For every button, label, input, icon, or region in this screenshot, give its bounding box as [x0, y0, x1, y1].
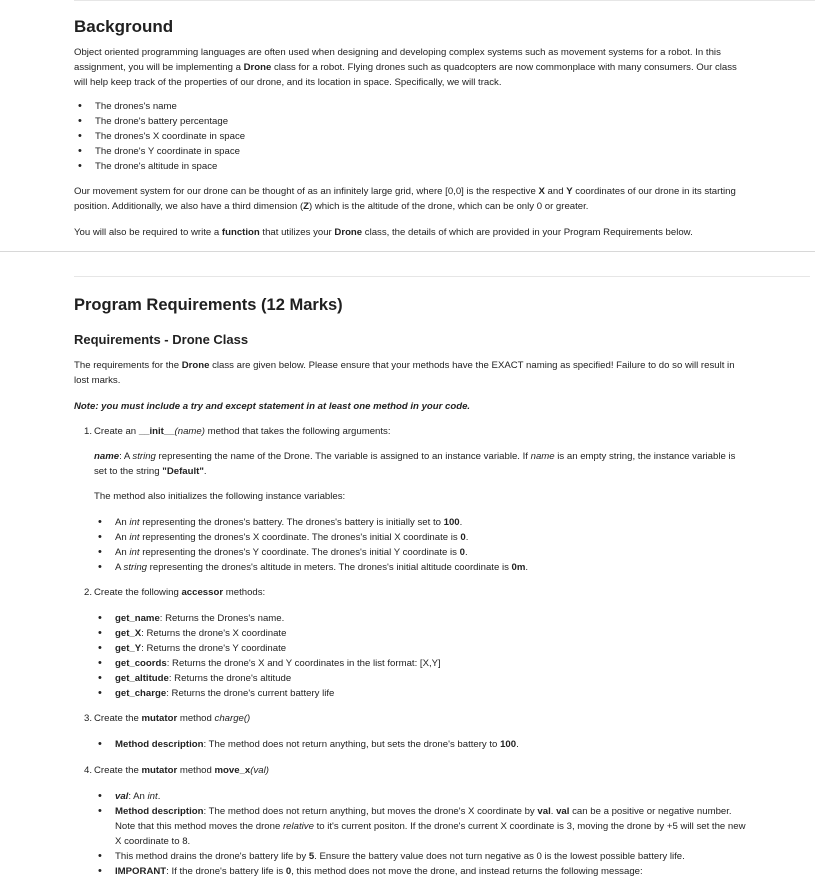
- list-item: • The drones's name: [74, 99, 804, 114]
- method-name: get_coords: [115, 658, 167, 669]
- list-item: • The drones's X coordinate in space: [74, 129, 804, 144]
- text-line: Object oriented programming languages are often used when designing and developing complex systems such as movement systems for a robot. In this: [74, 47, 721, 58]
- text: .: [516, 739, 519, 750]
- text: .: [465, 547, 468, 558]
- text-block: [74, 449, 804, 479]
- text: : Returns the drone's Y coordinate: [141, 643, 287, 654]
- y-label: Y: [566, 186, 573, 197]
- val-ref: val: [556, 806, 570, 817]
- text-line: [115, 819, 804, 834]
- text: This method drains the drone's battery life by: [115, 851, 309, 862]
- type-label: string: [132, 451, 156, 462]
- text-block: [74, 489, 804, 504]
- item-line: [74, 763, 804, 778]
- init-method-name: __init__: [138, 426, 175, 437]
- text: .: [459, 517, 463, 528]
- text: .: [465, 532, 469, 543]
- list-wrap: [74, 611, 804, 701]
- text: .: [525, 562, 529, 573]
- x-label: X: [538, 186, 545, 197]
- list-item: [94, 656, 804, 671]
- text: can be a positive or negative number.: [569, 806, 732, 817]
- type-label: int: [147, 791, 158, 802]
- section-divider: [0, 251, 815, 252]
- list-item: [94, 864, 804, 879]
- text: method: [177, 713, 215, 724]
- list-item: [94, 641, 804, 656]
- requirement-item-3: [74, 711, 804, 726]
- text-line: The method also initializes the following instance variables:: [94, 491, 346, 502]
- requirement-item-1: [74, 424, 804, 439]
- background-paragraph-1: [74, 45, 804, 90]
- list-item: [94, 515, 804, 530]
- default-value: "Default": [162, 466, 204, 477]
- initial-value: 0: [460, 532, 466, 543]
- type-label: string: [123, 562, 148, 573]
- text: Our movement system for our drone can be thought of as an infinitely large grid, where [0,0] is the respective: [74, 186, 539, 197]
- text: that utilizes your: [259, 227, 335, 238]
- name-arg-label: name: [94, 451, 120, 462]
- requirements-heading-wrap: [74, 294, 804, 316]
- move-x-details-list: [74, 789, 804, 879]
- text-line: [94, 449, 804, 464]
- text: An: [115, 547, 130, 558]
- text-line: [74, 60, 804, 75]
- text: method: [177, 765, 215, 776]
- text: You will also be required to write a: [74, 227, 222, 238]
- list-wrap: [74, 789, 804, 879]
- drain-value: 5: [308, 851, 315, 862]
- initial-value: 100: [443, 517, 460, 528]
- mutator-label: mutator: [141, 713, 178, 724]
- try-except-note: Note: you must include a try and except statement in at least one method in your code.: [74, 401, 471, 412]
- battery-zero-value: 0: [285, 866, 292, 877]
- list-item: • The drone's battery percentage: [74, 114, 804, 129]
- item-number: 4.: [84, 765, 93, 776]
- val-arg-label: val: [115, 791, 129, 802]
- function-label: function: [221, 227, 260, 238]
- note-wrap: [74, 399, 804, 414]
- text-line: [115, 804, 804, 819]
- text-line: [74, 225, 804, 240]
- important-label: IMPORANT: [115, 866, 167, 877]
- list-item: • The drone's Y coordinate in space: [74, 144, 804, 159]
- initial-value: 0: [459, 547, 465, 558]
- requirements-heading: Program Requirements (12 Marks): [74, 296, 343, 314]
- list-wrap: [74, 737, 804, 752]
- type-label: int: [129, 547, 140, 558]
- move-x-arg: (val): [250, 765, 269, 776]
- also-initializes: [74, 489, 804, 504]
- drone-class-name: Drone: [243, 62, 272, 73]
- text: : Returns the Drones's name.: [159, 613, 285, 624]
- text: class, the details of which are provided in your Program Requirements below.: [362, 227, 693, 238]
- list-item: [94, 804, 804, 849]
- top-divider: [74, 0, 815, 1]
- move-x-method-name: move_x: [214, 765, 251, 776]
- initial-value: 0m: [511, 562, 526, 573]
- text: : Returns the drone's X coordinate: [141, 628, 287, 639]
- text: set to the string: [94, 466, 163, 477]
- text: , this method does not move the drone, and instead returns the following message:: [291, 866, 643, 877]
- text: A: [115, 562, 124, 573]
- type-label: int: [129, 532, 140, 543]
- list-item: • The drone's altitude in space: [74, 159, 804, 174]
- item-number: 3.: [84, 713, 93, 724]
- text: Create the: [94, 765, 142, 776]
- text: An: [115, 532, 130, 543]
- list-wrap: [74, 515, 804, 575]
- accessor-label: accessor: [181, 587, 224, 598]
- text: position. Additionally, we also have a third dimension (: [74, 201, 304, 212]
- text: : The method does not return anything, but moves the drone's X coordinate by: [203, 806, 538, 817]
- text: representing the drones's altitude in meters. The drones's initial altitude coordinate is: [147, 562, 512, 573]
- list-item: [94, 530, 804, 545]
- text: class for a robot. Flying drones such as quadcopters are now commonplace with many consumers. Our class: [271, 62, 737, 73]
- list-item: [94, 611, 804, 626]
- section-divider: [74, 276, 810, 277]
- list-item: [94, 686, 804, 701]
- text: Create the following: [94, 587, 182, 598]
- charge-method-name: charge(): [214, 713, 251, 724]
- list-item: [94, 789, 804, 804]
- list-item: [94, 545, 804, 560]
- text: representing the drones's battery. The drones's battery is initially set to: [139, 517, 444, 528]
- drone-class-name: Drone: [181, 360, 210, 371]
- method-name: get_Y: [115, 643, 142, 654]
- background-paragraph-3: [74, 225, 804, 240]
- item-number: 1.: [84, 426, 93, 437]
- method-name: get_X: [115, 628, 142, 639]
- item-number: 2.: [84, 587, 93, 598]
- requirement-item-2: [74, 585, 804, 600]
- charge-description: [74, 737, 804, 752]
- battery-value: 100: [500, 739, 517, 750]
- text: : Returns the drone's altitude: [168, 673, 292, 684]
- requirement-item-4: [74, 763, 804, 778]
- relative-emphasis: relative: [282, 821, 314, 832]
- list-item: [94, 560, 804, 575]
- text: .: [157, 791, 161, 802]
- accessor-methods-list: [74, 611, 804, 701]
- text-line: will help keep track of the properties of our drone, and its location in space. Specifically, we will track.: [74, 77, 502, 88]
- text: method that takes the following arguments:: [204, 426, 391, 437]
- text: : Returns the drone's X and Y coordinates in the list format: [X,Y]: [166, 658, 441, 669]
- text: representing the drones's X coordinate. The drones's initial X coordinate is: [139, 532, 461, 543]
- text-line: [74, 358, 804, 373]
- tracked-properties-list: [74, 99, 804, 174]
- drone-class-subheading: Requirements - Drone Class: [74, 332, 249, 347]
- text: methods:: [223, 587, 266, 598]
- text: coordinates of our drone in its starting: [572, 186, 736, 197]
- drone-class-name: Drone: [334, 227, 363, 238]
- item-line: [74, 585, 804, 600]
- instance-variables-list: [74, 515, 804, 575]
- list-item: [94, 737, 804, 752]
- text: Note that this method moves the drone: [115, 821, 283, 832]
- text: Create the: [94, 713, 142, 724]
- text: : If the drone's battery life is: [166, 866, 286, 877]
- text: : An: [128, 791, 148, 802]
- text: An: [115, 517, 130, 528]
- text: : A: [119, 451, 133, 462]
- text: and: [544, 186, 567, 197]
- method-name: get_charge: [115, 688, 167, 699]
- text: .: [203, 466, 207, 477]
- val-ref: val: [537, 806, 551, 817]
- method-name: get_altitude: [115, 673, 169, 684]
- init-arg: (name): [174, 426, 205, 437]
- name-arg-ref: name: [530, 451, 555, 462]
- text: is an empty string, the instance variable is: [554, 451, 736, 462]
- type-label: int: [129, 517, 140, 528]
- method-description-label: Method description: [115, 739, 204, 750]
- mutator-label: mutator: [141, 765, 178, 776]
- z-label: Z: [303, 201, 310, 212]
- text: representing the drones's Y coordinate. The drones's initial Y coordinate is: [139, 547, 460, 558]
- background-heading: Background: [74, 17, 174, 36]
- text: . Ensure the battery value does not turn negative as 0 is the lowest possible battery life.: [314, 851, 685, 862]
- text: Create an: [94, 426, 139, 437]
- method-description-label: Method description: [115, 806, 204, 817]
- item-line: [74, 424, 804, 439]
- text: assignment, you will be implementing a: [74, 62, 244, 73]
- text: ) which is the altitude of the drone, which can be only 0 or greater.: [309, 201, 589, 212]
- requirements-intro: [74, 358, 804, 388]
- text-line: X coordinate to 8.: [115, 836, 191, 847]
- text: The requirements for the: [74, 360, 182, 371]
- text-line: [74, 199, 804, 214]
- list-item: [94, 849, 804, 864]
- text-line: lost marks.: [74, 375, 121, 386]
- list-item: [94, 671, 804, 686]
- text: representing the name of the Drone. The variable is assigned to an instance variable. If: [155, 451, 531, 462]
- method-name: get_name: [115, 613, 160, 624]
- text: class are given below. Please ensure that your methods have the EXACT naming as specified! Failure to do so will result in: [209, 360, 735, 371]
- text: to it's current positon. If the drone's current X coordinate is 3, moving the drone by +5 will set the new: [313, 821, 746, 832]
- text-line: [94, 464, 804, 479]
- item-line: [74, 711, 804, 726]
- text: : Returns the drone's current battery life: [166, 688, 335, 699]
- text: .: [550, 806, 557, 817]
- list-item: [94, 626, 804, 641]
- name-argument-description: [74, 449, 804, 479]
- text: : The method does not return anything, but sets the drone's battery to: [203, 739, 501, 750]
- text-line: [74, 184, 804, 199]
- background-paragraph-2: [74, 184, 804, 214]
- drone-class-subheading-wrap: [74, 331, 804, 349]
- background-section: [74, 16, 804, 38]
